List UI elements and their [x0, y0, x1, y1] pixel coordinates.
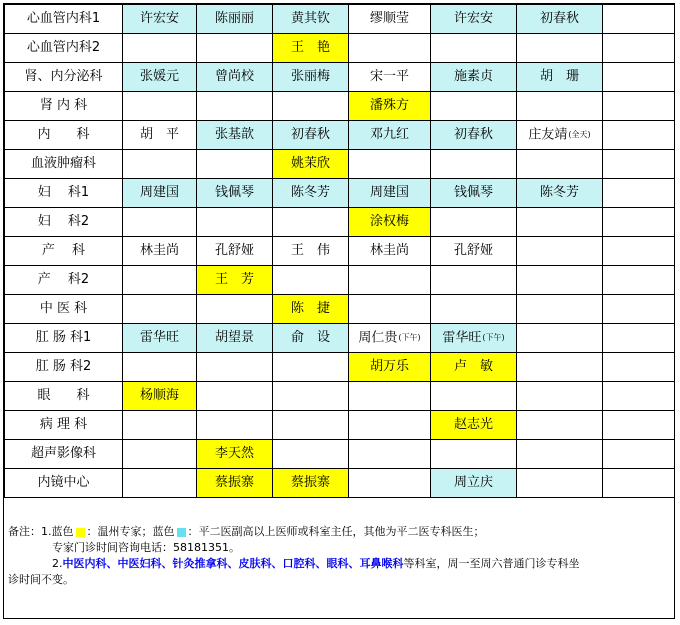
doctor-name: 曾尚校: [214, 69, 254, 84]
doctor-name: 许宏安: [453, 11, 493, 26]
doctor-name: 王 伟: [290, 243, 330, 258]
doctor-cell: [197, 92, 273, 121]
doctor-name: 胡万乐: [369, 359, 409, 374]
doctor-name: 周立庆: [453, 475, 493, 490]
schedule-row: [5, 295, 675, 324]
department-cell: 中 医 科: [5, 295, 123, 324]
department-cell: 妇 科2: [5, 208, 123, 237]
schedule-row: [5, 382, 675, 411]
department-cell: 内 科: [5, 121, 123, 150]
doctor-cell: [517, 34, 603, 63]
department-cell: 超声影像科: [5, 440, 123, 469]
doctor-cell: [273, 440, 349, 469]
notes-mid: ：温州专家；蓝色: [86, 525, 175, 538]
doctor-cell: [349, 237, 431, 266]
highlighted-department: 口腔科: [282, 557, 316, 570]
schedule-row: [5, 92, 675, 121]
schedule-row: [5, 353, 675, 382]
empty-cell: [603, 440, 675, 469]
doctor-cell: [431, 440, 517, 469]
doctor-cell: [349, 63, 431, 92]
doctor-name: 庄友靖: [528, 127, 568, 143]
doctor-cell: [431, 411, 517, 440]
doctor-cell: [197, 63, 273, 92]
doctor-name: 王 艳: [290, 40, 330, 55]
highlighted-department: 中医内科: [62, 557, 107, 570]
separator: 、: [315, 557, 327, 570]
notes-line3-suffix: 等科室，周一至周六普通门诊专科坐: [403, 557, 580, 570]
highlighted-departments: [63, 557, 404, 570]
schedule-row: [5, 237, 675, 266]
empty-cell: [603, 324, 675, 353]
doctor-cell: [123, 5, 197, 34]
separator: 、: [161, 557, 173, 570]
department-cell: 内镜中心: [5, 469, 123, 498]
schedule-row: [5, 411, 675, 440]
doctor-name: 初春秋: [290, 127, 330, 142]
highlighted-department: 耳鼻喉科: [359, 557, 404, 570]
doctor-name: 卢 敏: [453, 359, 493, 374]
doctor-cell: [431, 34, 517, 63]
empty-cell: [603, 34, 675, 63]
highlighted-department: 皮肤科: [238, 557, 272, 570]
doctor-cell: [273, 411, 349, 440]
doctor-name: 雷华旺: [442, 330, 482, 346]
doctor-cell: [197, 469, 273, 498]
doctor-cell: [517, 411, 603, 440]
doctor-name: 钱佩琴: [214, 185, 254, 200]
schedule-row: [5, 440, 675, 469]
doctor-name: 初春秋: [453, 127, 493, 142]
doctor-cell: [273, 5, 349, 34]
doctor-cell: [197, 266, 273, 295]
department-cell: 产 科2: [5, 266, 123, 295]
doctor-cell: [431, 382, 517, 411]
doctor-cell: [431, 324, 517, 353]
doctor-cell: [273, 34, 349, 63]
doctor-cell: [349, 324, 431, 353]
department-cell: 产 科: [5, 237, 123, 266]
doctor-cell: [349, 208, 431, 237]
doctor-cell: [349, 440, 431, 469]
doctor-name: 缪顺莹: [369, 11, 409, 26]
department-cell: 心血管内科2: [5, 34, 123, 63]
doctor-cell: [123, 150, 197, 179]
notes-line-4: 诊时间不变。: [8, 573, 74, 586]
schedule-row: [5, 266, 675, 295]
department-cell: 肛 肠 科1: [5, 324, 123, 353]
empty-cell: [603, 92, 675, 121]
doctor-cell: [517, 92, 603, 121]
department-cell: 肛 肠 科2: [5, 353, 123, 382]
separator: 、: [106, 557, 118, 570]
doctor-cell: [349, 150, 431, 179]
doctor-cell: [197, 353, 273, 382]
department-cell: 肾、内分泌科: [5, 63, 123, 92]
schedule-frame: [3, 3, 675, 619]
schedule-row: [5, 63, 675, 92]
doctor-cell: [123, 353, 197, 382]
doctor-cell: [431, 92, 517, 121]
empty-cell: [603, 382, 675, 411]
doctor-name: 胡 平: [139, 127, 179, 142]
doctor-cell: [517, 382, 603, 411]
schedule-table: [4, 4, 675, 498]
doctor-cell: [273, 353, 349, 382]
doctor-name: 陈丽丽: [214, 11, 254, 26]
doctor-cell: [431, 266, 517, 295]
empty-cell: [603, 150, 675, 179]
department-cell: 妇 科1: [5, 179, 123, 208]
doctor-cell: [123, 34, 197, 63]
doctor-name: 周仁贵: [358, 330, 398, 346]
doctor-cell: [123, 324, 197, 353]
empty-cell: [603, 179, 675, 208]
doctor-cell: [349, 353, 431, 382]
doctor-name: 陈 捷: [290, 301, 330, 316]
empty-cell: [603, 237, 675, 266]
doctor-cell: [273, 121, 349, 150]
schedule-row: [5, 150, 675, 179]
doctor-name: 周建国: [369, 185, 409, 200]
doctor-cell: [349, 266, 431, 295]
empty-cell: [603, 295, 675, 324]
doctor-cell: [273, 150, 349, 179]
cyan-legend-swatch: [177, 528, 186, 537]
doctor-cell: [431, 237, 517, 266]
doctor-name: 宋一平: [369, 69, 409, 84]
doctor-cell: [517, 353, 603, 382]
doctor-name: 陈冬芳: [290, 185, 330, 200]
doctor-cell: [273, 469, 349, 498]
doctor-name: 邓九红: [369, 127, 409, 142]
doctor-cell: [349, 295, 431, 324]
doctor-cell: [197, 121, 273, 150]
schedule-row: [5, 208, 675, 237]
doctor-name: 杨顺海: [139, 388, 179, 403]
notes-prefix: 备注：1.蓝色: [8, 525, 74, 538]
doctor-cell: [123, 440, 197, 469]
doctor-cell: [273, 266, 349, 295]
doctor-cell: [431, 5, 517, 34]
separator: 、: [227, 557, 239, 570]
doctor-name: 黄其钦: [290, 11, 330, 26]
doctor-cell: [273, 63, 349, 92]
doctor-name: 张基歆: [214, 127, 254, 142]
schedule-row: [5, 469, 675, 498]
doctor-cell: [197, 34, 273, 63]
time-note: (下午): [482, 332, 505, 342]
empty-cell: [603, 5, 675, 34]
doctor-cell: [349, 34, 431, 63]
notes-line-2: 专家门诊时间咨询电话：58181351。: [52, 541, 240, 554]
doctor-name: 周建国: [139, 185, 179, 200]
doctor-name: 蔡振寨: [290, 475, 330, 490]
doctor-cell: [197, 440, 273, 469]
doctor-name: 许宏安: [139, 11, 179, 26]
doctor-cell: [123, 179, 197, 208]
doctor-name: 俞 设: [290, 330, 330, 345]
doctor-name: 钱佩琴: [453, 185, 493, 200]
doctor-name: 张媛元: [139, 69, 179, 84]
doctor-cell: [123, 411, 197, 440]
time-note: (下午): [398, 332, 421, 342]
doctor-cell: [517, 63, 603, 92]
doctor-name: 李天然: [214, 446, 254, 461]
department-cell: 病 理 科: [5, 411, 123, 440]
doctor-name: 张丽梅: [290, 69, 330, 84]
schedule-row: [5, 324, 675, 353]
doctor-name: 施素贞: [453, 69, 493, 84]
doctor-cell: [273, 208, 349, 237]
separator: 、: [348, 557, 360, 570]
doctor-cell: [197, 150, 273, 179]
schedule-row: [5, 5, 675, 34]
doctor-cell: [431, 121, 517, 150]
doctor-name: 王 芳: [214, 272, 254, 287]
empty-cell: [603, 208, 675, 237]
doctor-name: 赵志光: [453, 417, 493, 432]
schedule-row: [5, 34, 675, 63]
doctor-cell: [197, 5, 273, 34]
doctor-cell: [349, 411, 431, 440]
doctor-cell: [349, 179, 431, 208]
doctor-cell: [123, 295, 197, 324]
doctor-cell: [431, 295, 517, 324]
doctor-name: 初春秋: [539, 11, 579, 26]
doctor-name: 姚茉欣: [290, 156, 330, 171]
doctor-cell: [197, 324, 273, 353]
doctor-cell: [197, 179, 273, 208]
doctor-cell: [431, 208, 517, 237]
schedule-row: [5, 121, 675, 150]
doctor-name: 孔舒娅: [214, 243, 254, 258]
notes-section: [8, 524, 670, 588]
doctor-cell: [123, 266, 197, 295]
department-cell: 肾 内 科: [5, 92, 123, 121]
empty-cell: [603, 63, 675, 92]
doctor-cell: [123, 121, 197, 150]
doctor-name: 胡 珊: [539, 69, 579, 84]
doctor-cell: [123, 208, 197, 237]
doctor-cell: [517, 440, 603, 469]
doctor-cell: [197, 208, 273, 237]
doctor-cell: [517, 5, 603, 34]
doctor-name: 蔡振寨: [214, 475, 254, 490]
doctor-cell: [517, 150, 603, 179]
doctor-cell: [349, 92, 431, 121]
doctor-cell: [431, 150, 517, 179]
doctor-name: 胡望景: [214, 330, 254, 345]
doctor-cell: [273, 382, 349, 411]
empty-cell: [603, 121, 675, 150]
department-cell: 血液肿瘤科: [5, 150, 123, 179]
notes-item-number: 2.: [52, 557, 63, 570]
doctor-cell: [517, 208, 603, 237]
doctor-cell: [123, 63, 197, 92]
notes-line-3: [8, 556, 670, 572]
doctor-cell: [431, 469, 517, 498]
doctor-cell: [273, 179, 349, 208]
highlighted-department: 眼科: [326, 557, 349, 570]
doctor-cell: [197, 382, 273, 411]
empty-cell: [603, 353, 675, 382]
doctor-cell: [273, 237, 349, 266]
empty-cell: [603, 469, 675, 498]
doctor-cell: [123, 237, 197, 266]
doctor-cell: [349, 121, 431, 150]
separator: 、: [271, 557, 283, 570]
doctor-name: 潘殊方: [369, 98, 409, 113]
doctor-cell: [349, 469, 431, 498]
empty-cell: [603, 411, 675, 440]
doctor-cell: [197, 411, 273, 440]
doctor-cell: [197, 237, 273, 266]
notes-line-1: [8, 524, 670, 540]
doctor-cell: [431, 63, 517, 92]
doctor-cell: [123, 92, 197, 121]
doctor-name: 涂权梅: [369, 214, 409, 229]
highlighted-department: 针灸推拿科: [172, 557, 228, 570]
doctor-cell: [517, 295, 603, 324]
department-cell: 眼 科: [5, 382, 123, 411]
highlighted-department: 中医妇科: [117, 557, 162, 570]
doctor-name: 林圭尚: [139, 243, 179, 258]
notes-suffix: ：平二医副高以上医师或科室主任，其他为平二医专科医生；: [187, 525, 485, 538]
doctor-name: 陈冬芳: [539, 185, 579, 200]
yellow-legend-swatch: [76, 528, 85, 537]
doctor-cell: [349, 5, 431, 34]
doctor-cell: [123, 382, 197, 411]
doctor-cell: [197, 295, 273, 324]
doctor-cell: [517, 179, 603, 208]
doctor-cell: [517, 469, 603, 498]
doctor-cell: [273, 92, 349, 121]
doctor-name: 雷华旺: [139, 330, 179, 345]
doctor-cell: [517, 266, 603, 295]
empty-cell: [603, 266, 675, 295]
doctor-cell: [273, 295, 349, 324]
schedule-row: [5, 179, 675, 208]
department-cell: 心血管内科1: [5, 5, 123, 34]
doctor-cell: [517, 324, 603, 353]
doctor-cell: [273, 324, 349, 353]
time-note: (全天): [568, 129, 591, 139]
doctor-cell: [517, 121, 603, 150]
doctor-cell: [349, 382, 431, 411]
doctor-name: 林圭尚: [369, 243, 409, 258]
doctor-name: 孔舒娅: [453, 243, 493, 258]
doctor-cell: [123, 469, 197, 498]
doctor-cell: [431, 353, 517, 382]
doctor-cell: [517, 237, 603, 266]
doctor-cell: [431, 179, 517, 208]
